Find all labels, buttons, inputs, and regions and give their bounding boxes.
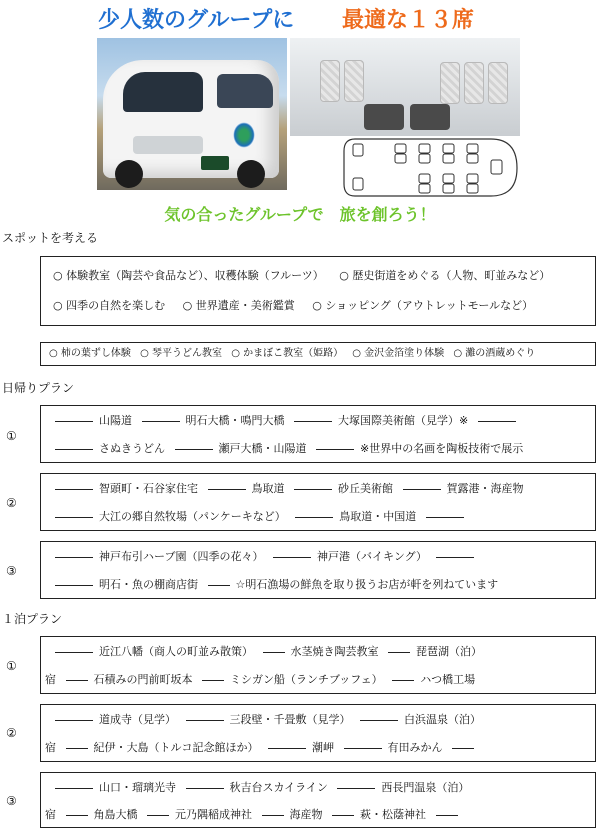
route-connector <box>55 557 93 558</box>
route-connector <box>55 788 93 789</box>
route-connector <box>478 421 516 422</box>
spot-item: ○ 四季の自然を楽しむ <box>53 299 166 312</box>
route-stop: 紀伊・大島（トルコ記念館ほか） <box>93 741 259 754</box>
route-stop: 近江八幡（商人の町並み散策） <box>99 645 253 658</box>
route-connector <box>316 449 354 450</box>
route-connector <box>208 489 246 490</box>
van-logo-icon <box>233 122 255 148</box>
route-connector <box>263 652 285 653</box>
route-connector <box>344 748 382 749</box>
spot-item: ○ 灘の酒蔵めぐり <box>453 348 536 359</box>
route-stop: 萩・松蔭神社 <box>360 808 426 821</box>
route-stop: 西長門温泉（泊） <box>381 781 470 794</box>
day-plan-3 <box>40 541 596 599</box>
route-stop: さぬきうどん <box>99 442 165 455</box>
route-stop: 海産物 <box>289 808 323 821</box>
route-connector <box>392 680 414 681</box>
interior-seat <box>320 60 340 102</box>
spots-box-1 <box>40 256 596 326</box>
route-connector <box>268 748 306 749</box>
route-stop: 神戸港（バイキング） <box>316 550 427 563</box>
route-stop: 山陽道 <box>99 414 132 427</box>
route-stop: 賀露港・海産物 <box>446 482 524 495</box>
overnight-plan-3-number: ③ <box>6 794 17 808</box>
spots-box-2 <box>40 342 596 366</box>
route-connector <box>55 421 93 422</box>
route-connector <box>202 680 224 681</box>
day-plan-heading: 日帰りプラン <box>2 381 75 395</box>
lodging-label: 宿 <box>45 808 56 821</box>
route-stop: ハつ橋工場 <box>420 673 476 686</box>
overnight-plan-1 <box>40 636 596 694</box>
route-stop: 三段壁・千畳敷（見学） <box>229 713 351 726</box>
route-connector <box>337 788 375 789</box>
route-note: ☆明石漁場の鮮魚を取り扱うお店が軒を列ねています <box>235 578 499 591</box>
overnight-plan-2-line1 <box>49 713 481 727</box>
route-connector <box>294 489 332 490</box>
interior-seat <box>464 62 484 104</box>
route-connector <box>186 720 224 721</box>
interior-seat <box>488 62 508 104</box>
interior-dark-seat <box>410 104 450 130</box>
spots-box2-line <box>49 347 535 361</box>
route-stop: 智頭町・石谷家住宅 <box>99 482 198 495</box>
lodging-label: 宿 <box>45 673 56 686</box>
route-stop: 水茎焼き陶芸教室 <box>290 645 379 658</box>
overnight-plan-3-line2 <box>45 808 464 822</box>
route-stop: 大塚国際美術館（見学）※ <box>338 414 469 427</box>
route-connector <box>332 815 354 816</box>
overnight-plan-1-line2 <box>45 673 475 687</box>
route-connector <box>436 815 458 816</box>
route-connector <box>55 585 93 586</box>
route-connector <box>55 517 93 518</box>
route-stop: ミシガン船（ランチブッフェ） <box>230 673 383 686</box>
title-part1: 少人数のグループに <box>98 8 295 33</box>
lodging-label: 宿 <box>45 741 56 754</box>
route-stop: 砂丘美術館 <box>338 482 393 495</box>
route-connector <box>175 449 213 450</box>
route-connector <box>208 585 230 586</box>
route-connector <box>66 748 88 749</box>
spot-item: ○ 柿の葉ずし体験 <box>49 348 131 359</box>
interior-seat <box>344 60 364 102</box>
interior-seat <box>440 62 460 104</box>
spot-item: ○ 世界遺産・美術鑑賞 <box>182 299 295 312</box>
day-plan-3-number: ③ <box>6 564 17 578</box>
route-stop: 石積みの門前町坂本 <box>93 673 193 686</box>
spot-item: ○ かまぼこ教室（姫路） <box>231 348 344 359</box>
van-windshield <box>123 72 203 112</box>
van-front-wheel <box>115 160 143 188</box>
route-connector <box>55 489 93 490</box>
route-connector <box>436 557 474 558</box>
day-plan-1-line2 <box>49 442 523 456</box>
overnight-plan-heading: １泊プラン <box>2 612 63 626</box>
route-connector <box>294 421 332 422</box>
route-connector <box>452 748 474 749</box>
overnight-plan-2-line2 <box>45 741 480 755</box>
spot-item: ○ 体験教室（陶芸や食品など）、収穫体験（フルーツ） <box>53 269 324 282</box>
route-connector <box>55 652 93 653</box>
route-stop: 琵琶湖（泊） <box>416 645 482 658</box>
route-connector <box>360 720 398 721</box>
van-photo <box>97 38 287 190</box>
interior-dark-seat <box>364 104 404 130</box>
route-note: ※世界中の名画を陶板技術で展示 <box>360 442 524 455</box>
spots-box1-line2 <box>53 299 533 313</box>
day-plan-1-line1 <box>49 414 522 428</box>
route-stop: 鳥取道・中国道 <box>339 510 417 523</box>
route-stop: 潮岬 <box>312 741 334 754</box>
route-stop: 大江の郷自然牧場（パンケーキなど） <box>99 510 286 523</box>
route-stop: 道成寺（見学） <box>99 713 176 726</box>
day-plan-3-line2 <box>49 578 498 592</box>
spots-box1-line1 <box>53 269 550 283</box>
route-stop: 山口・瑠璃光寺 <box>99 781 176 794</box>
overnight-plan-3-line1 <box>49 781 469 795</box>
title-part2: 最適な１３席 <box>342 8 475 33</box>
route-stop: 元乃隅稲成神社 <box>175 808 252 821</box>
route-stop: 白浜温泉（泊） <box>404 713 481 726</box>
overnight-plan-1-number: ① <box>6 659 17 673</box>
spot-item: ○ 琴平うどん教室 <box>140 348 222 359</box>
route-connector <box>262 815 284 816</box>
van-license-plate <box>201 156 229 170</box>
van-grill <box>133 136 203 154</box>
van-side-window <box>217 74 273 108</box>
route-connector <box>426 517 464 518</box>
route-connector <box>66 815 88 816</box>
route-stop: 明石大橋・鳴門大橋 <box>185 414 285 427</box>
route-stop: 明石・魚の棚商店街 <box>99 578 198 591</box>
route-connector <box>273 557 311 558</box>
day-plan-2-line1 <box>49 482 524 496</box>
overnight-plan-3 <box>40 772 596 828</box>
day-plan-2-line2 <box>49 510 470 524</box>
route-connector <box>142 421 180 422</box>
overnight-plan-2-number: ② <box>6 726 17 740</box>
spot-item: ○ ショッピング（アウトレットモールなど） <box>312 299 534 312</box>
route-connector <box>55 449 93 450</box>
route-connector <box>295 517 333 518</box>
day-plan-3-line1 <box>49 550 480 564</box>
day-plan-2 <box>40 473 596 531</box>
spot-item: ○ 歴史街道をめぐる（人物、町並みなど） <box>339 269 551 282</box>
overnight-plan-1-line1 <box>49 645 482 659</box>
route-connector <box>55 720 93 721</box>
overnight-plan-2 <box>40 704 596 762</box>
interior-photo <box>290 38 520 136</box>
route-connector <box>186 788 224 789</box>
route-stop: 瀬戸大橋・山陽道 <box>218 442 307 455</box>
day-plan-1-number: ① <box>6 429 17 443</box>
slogan: 気の合ったグループで 旅を創ろう！ <box>164 205 436 224</box>
van-rear-wheel <box>237 160 265 188</box>
route-stop: 秋吉台スカイライン <box>229 781 328 794</box>
route-stop: 神戸布引ハーブ園（四季の花々） <box>99 550 264 563</box>
spot-item: ○ 金沢金箔塗り体験 <box>352 348 445 359</box>
day-plan-1 <box>40 405 596 463</box>
route-connector <box>388 652 410 653</box>
spots-heading: スポットを考える <box>2 231 99 245</box>
route-connector <box>403 489 441 490</box>
route-connector <box>66 680 88 681</box>
route-stop: 鳥取道 <box>251 482 285 495</box>
route-connector <box>147 815 169 816</box>
day-plan-2-number: ② <box>6 496 17 510</box>
route-stop: 角島大橋 <box>93 808 138 821</box>
page-title <box>0 6 600 36</box>
seat-map <box>343 138 519 198</box>
route-stop: 有田みかん <box>387 741 443 754</box>
